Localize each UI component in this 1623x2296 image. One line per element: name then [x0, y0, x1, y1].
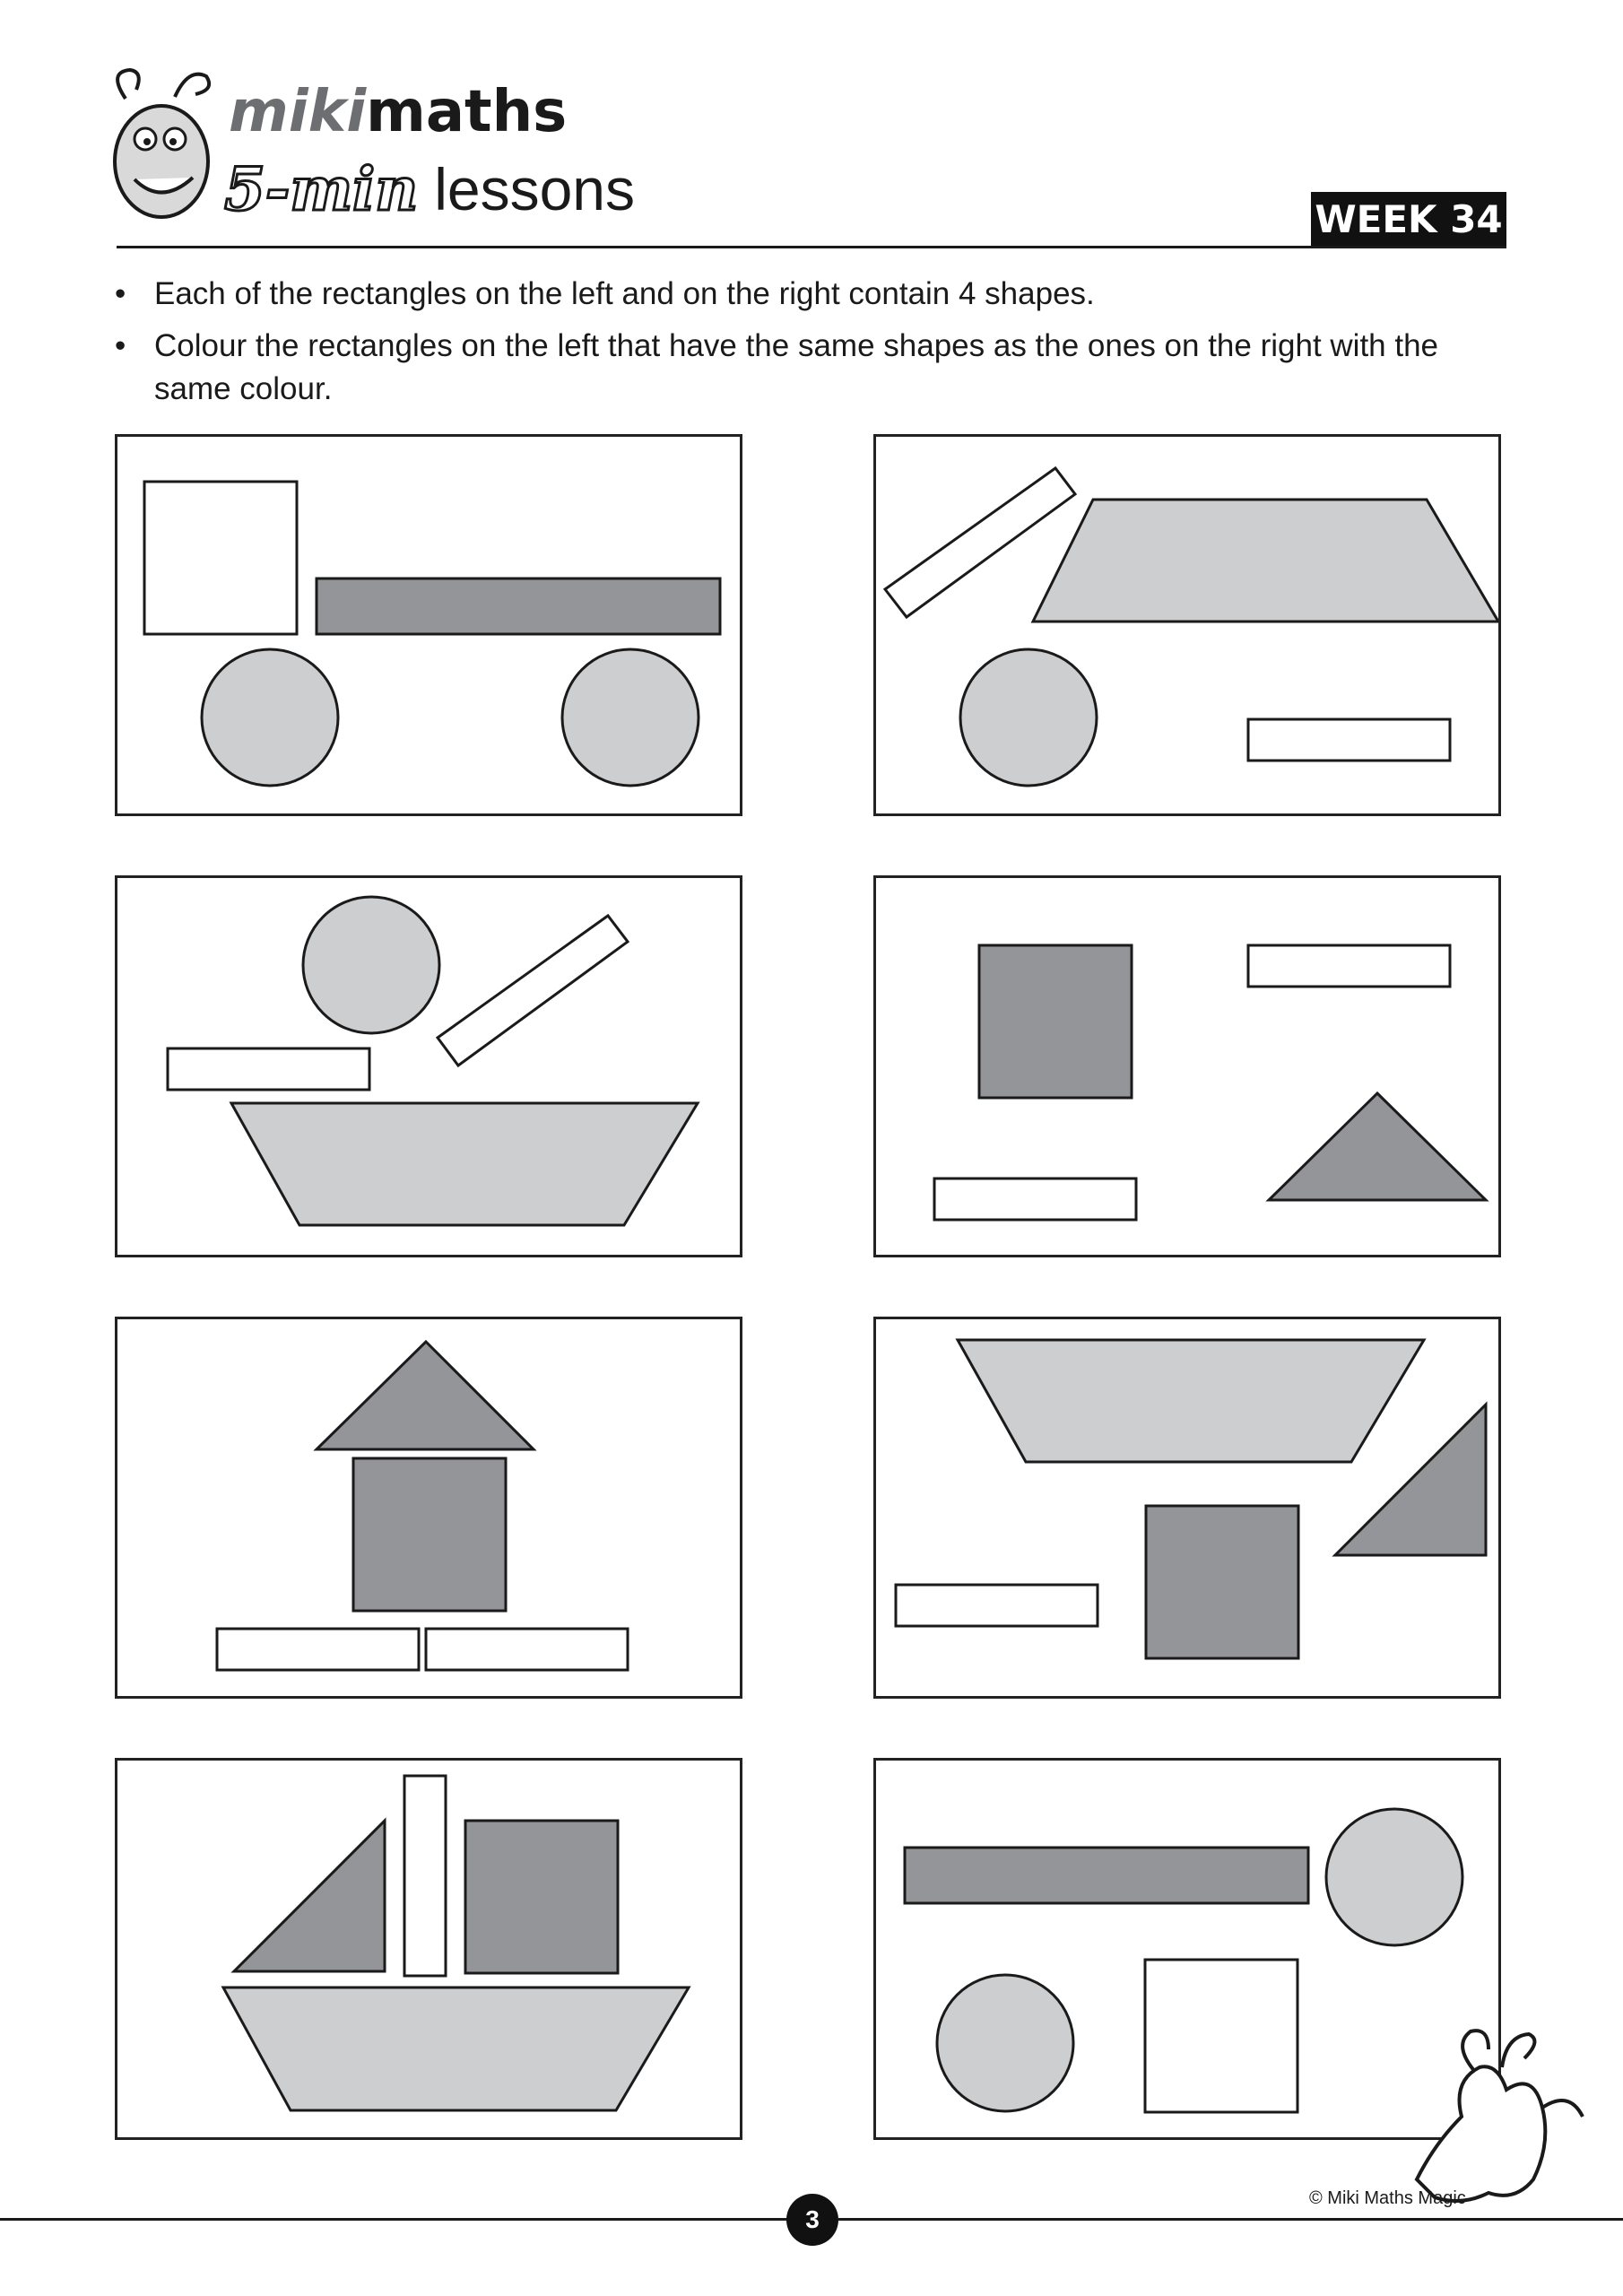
- instruction-item: • Colour the rectangles on the left that have the same shapes as the ones on the right with the same colour.: [115, 325, 1514, 411]
- shape-panel-left-4[interactable]: [115, 1758, 742, 2140]
- white-tilted-rectangle-shape[interactable]: [438, 916, 628, 1065]
- dark-triangle-shape[interactable]: [317, 1342, 534, 1449]
- mascot-logo-icon: [90, 63, 233, 242]
- brand-subtitle: [224, 154, 635, 224]
- brand-5min: 5-min: [224, 154, 419, 224]
- week-badge: WEEK 34: [1311, 192, 1506, 248]
- dark-triangle-shape[interactable]: [234, 1821, 385, 1971]
- light-circle-shape[interactable]: [202, 649, 338, 786]
- footer-rule-right: [838, 2218, 1623, 2221]
- dark-triangle-shape[interactable]: [1269, 1093, 1486, 1200]
- dark-long-rectangle-shape[interactable]: [905, 1848, 1308, 1903]
- white-rectangle-shape[interactable]: [1248, 945, 1450, 987]
- footer-rule-left: [0, 2218, 789, 2221]
- dark-long-rectangle-shape[interactable]: [317, 578, 720, 634]
- copyright-text: © Miki Maths Magic: [1309, 2188, 1466, 2208]
- white-rectangle-shape[interactable]: [896, 1585, 1098, 1626]
- brand-miki: miki: [229, 79, 367, 145]
- shape-panel-right-1[interactable]: [873, 434, 1501, 816]
- white-rectangle-shape[interactable]: [217, 1629, 419, 1670]
- shape-panel-right-2[interactable]: [873, 875, 1501, 1257]
- dark-square-shape[interactable]: [353, 1458, 506, 1611]
- header-divider: [117, 246, 1506, 248]
- light-trapezium-shape[interactable]: [223, 1987, 689, 2110]
- brand-maths: maths: [366, 79, 568, 145]
- light-circle-shape[interactable]: [937, 1975, 1073, 2111]
- light-circle-shape[interactable]: [303, 897, 439, 1033]
- light-circle-shape[interactable]: [1326, 1809, 1462, 1945]
- white-rectangle-shape[interactable]: [426, 1629, 628, 1670]
- shape-panel-right-3[interactable]: [873, 1317, 1501, 1699]
- light-trapezium-shape[interactable]: [958, 1340, 1424, 1462]
- dark-square-shape[interactable]: [979, 945, 1132, 1098]
- instruction-item: • Each of the rectangles on the left and on the right contain 4 shapes.: [115, 273, 1514, 316]
- white-square-shape[interactable]: [1145, 1960, 1298, 2112]
- page-number: 3: [786, 2194, 838, 2246]
- shape-panel-left-3[interactable]: [115, 1317, 742, 1699]
- brand-lessons: lessons: [434, 156, 635, 222]
- brand-title: [229, 79, 568, 145]
- white-rectangle-shape[interactable]: [1248, 719, 1450, 761]
- white-square-shape[interactable]: [144, 482, 297, 634]
- dark-square-shape[interactable]: [465, 1821, 618, 1973]
- light-circle-shape[interactable]: [960, 649, 1097, 786]
- shape-panel-left-2[interactable]: [115, 875, 742, 1257]
- shape-panel-left-1[interactable]: [115, 434, 742, 816]
- white-rectangle-shape[interactable]: [934, 1178, 1136, 1220]
- white-tall-rectangle-shape[interactable]: [404, 1776, 446, 1976]
- light-trapezium-shape[interactable]: [1033, 500, 1498, 622]
- instructions-list: [115, 273, 1514, 420]
- dark-square-shape[interactable]: [1146, 1506, 1298, 1658]
- mascot-corner-icon: [1399, 2009, 1605, 2215]
- light-circle-shape[interactable]: [562, 649, 699, 786]
- white-rectangle-shape[interactable]: [168, 1048, 369, 1090]
- light-trapezium-shape[interactable]: [231, 1103, 698, 1225]
